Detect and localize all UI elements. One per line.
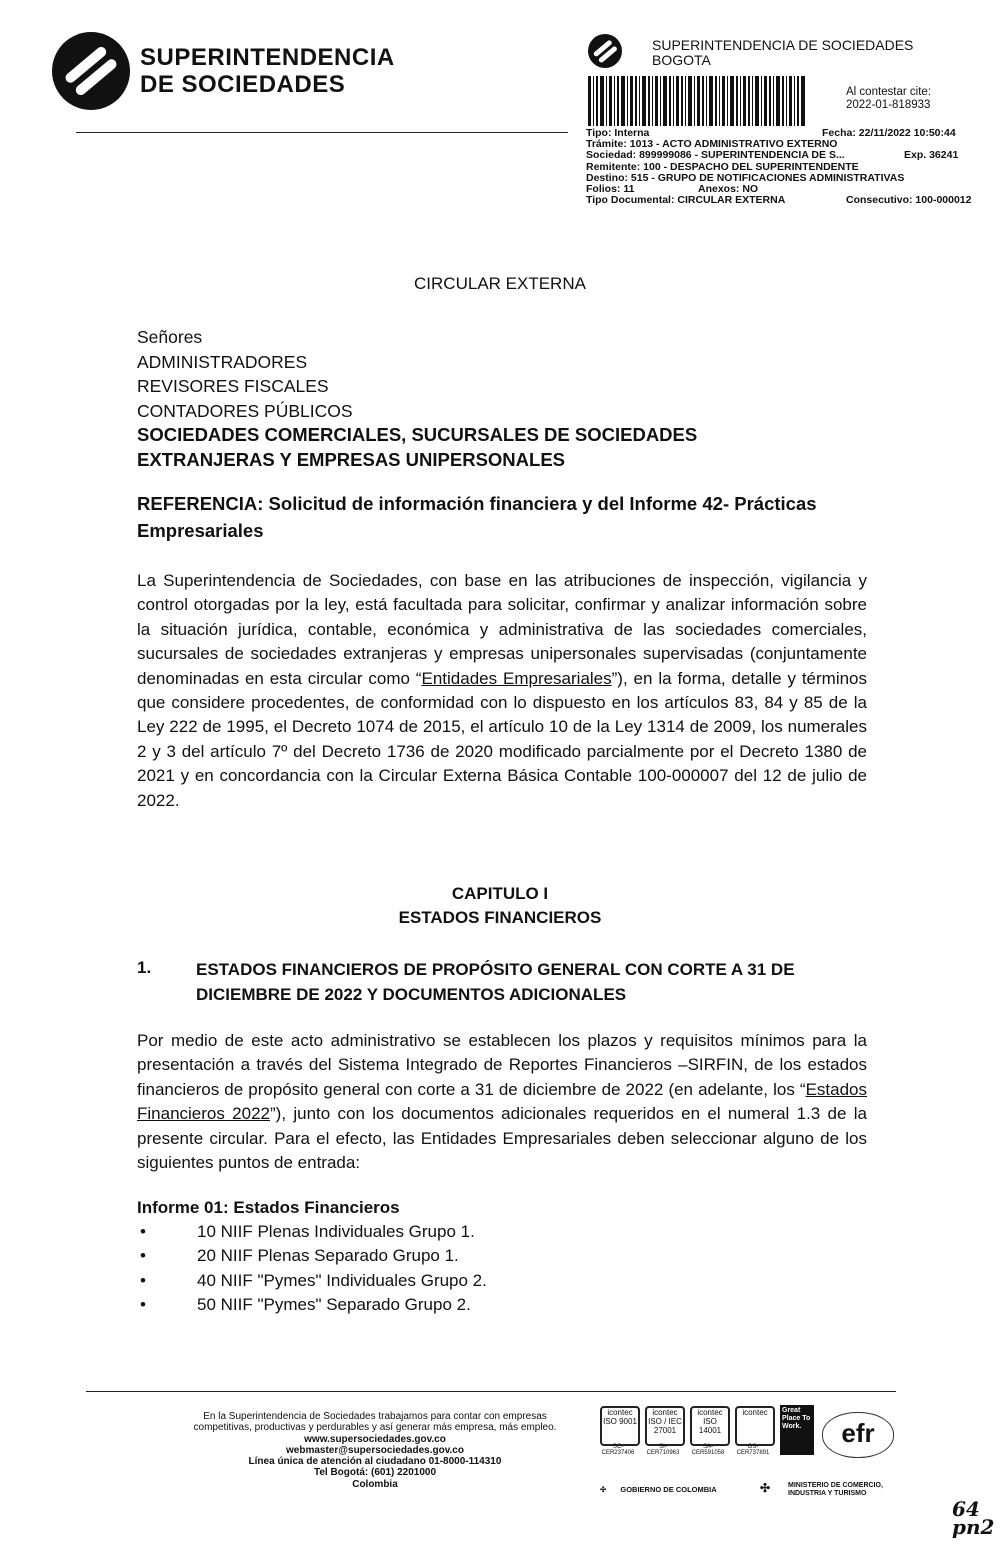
footer-atencion: Línea única de atención al ciudadano 01-8000-114310	[248, 1456, 502, 1468]
reference-line1: REFERENCIA: Solicitud de información financiera y del Informe 42- Prácticas	[137, 493, 817, 514]
cite-label: Al contestar cite:	[846, 86, 932, 98]
stamp-anexos: Anexos: NO	[698, 182, 759, 195]
cert-label: SI-CER710963	[646, 1444, 680, 1456]
stamp-logo	[588, 34, 622, 68]
efr-logo: efr	[822, 1412, 894, 1458]
bullet-icon: •	[140, 1222, 146, 1241]
icontec-certification-icon	[690, 1406, 730, 1446]
informe-title: Informe 01: Estados Financieros	[137, 1198, 400, 1217]
list-item-text: 50 NIIF "Pymes" Separado Grupo 2.	[197, 1295, 471, 1315]
icontec-certification-icon	[735, 1406, 775, 1446]
handwritten-annotation: 64 pn2	[952, 1497, 995, 1539]
greeting: Señores	[137, 327, 203, 347]
footer-line1: En la Superintendencia de Sociedades trabajamos para contar con empresas	[203, 1411, 547, 1422]
cert-brand: icontec	[652, 1408, 678, 1417]
informe-list	[137, 1220, 487, 1318]
list-item	[137, 1269, 487, 1293]
addressee-bold-line: SOCIEDADES COMERCIALES, SUCURSALES DE SOCIEDADES	[137, 424, 698, 445]
bullet-icon: •	[140, 1295, 146, 1315]
section-part1: Por medio de este acto administrativo se establecen los plazos y requisitos mínimos para la presentación a través del Sistema Integrado de Reportes Financieros –SIRFIN, de los estados financieros de propósito general con corte a 31 de diciembre de 2022 (en adelante, los “	[137, 1031, 867, 1099]
stamp-sociedad: Sociedad: 899999086 - SUPERINTENDENCIA DE S...	[586, 149, 845, 162]
cert-code: ISO / IEC 27001	[648, 1417, 682, 1435]
list-item-text: 20 NIIF Plenas Separado Grupo 1.	[197, 1246, 459, 1266]
stamp-org-name: SUPERINTENDENCIA DE SOCIEDADES	[652, 37, 914, 53]
footer-divider	[86, 1391, 896, 1392]
intro-defined-term: Entidades Empresariales	[421, 668, 612, 688]
section-paragraph	[137, 1029, 867, 1175]
cite-number: 2022-01-818933	[846, 99, 931, 111]
ministerio-shield-icon: ✣	[760, 1481, 771, 1495]
supersociedades-logo	[52, 32, 130, 110]
list-item	[137, 1244, 487, 1268]
gobierno-de-colombia	[600, 1485, 717, 1494]
footer-contact	[170, 1411, 580, 1490]
footer-country: Colombia	[352, 1478, 398, 1490]
stamp-consecutivo: Consecutivo: 100-000012	[846, 194, 972, 207]
cert-brand: icontec	[742, 1408, 768, 1417]
section-title: ESTADOS FINANCIEROS DE PROPÓSITO GENERAL CON CORTE A 31 DE DICIEMBRE DE 2022 Y DOCUMENTOS ADICIONALES	[196, 960, 795, 1004]
reference	[137, 490, 867, 544]
document-title: CIRCULAR EXTERNA	[414, 274, 586, 293]
cert-label: OS-CER737891	[736, 1444, 770, 1456]
cert-label: SC-CER237406	[601, 1444, 635, 1456]
list-item-text: 10 NIIF Plenas Individuales Grupo 1.	[197, 1222, 475, 1241]
cert-brand: icontec	[697, 1408, 723, 1417]
great-place-to-work-badge: Great Place To Work.	[780, 1405, 814, 1455]
icontec-certification-icon	[600, 1406, 640, 1446]
stamp-tramite: Trámite: 1013 - ACTO ADMINISTRATIVO EXTERNO	[586, 138, 838, 151]
intro-part1: La Superintendencia de Sociedades, con base en las atribuciones de inspección, vigilancia y control otorgadas por la ley, está facultada para solicitar, confirmar y analizar información sobre la situación jurídica, contable, económica y administrativa de las sociedades comerciales, sucursales de sociedades extranjeras y empresas unipersonales supervisadas (conjuntamente denominadas en esta circular como “	[137, 571, 867, 688]
addressee-line: ADMINISTRADORES	[137, 351, 308, 372]
addressee-bold-line: EXTRANJERAS Y EMPRESAS UNIPERSONALES	[137, 448, 565, 470]
bullet-icon: •	[140, 1270, 146, 1290]
section-part2: ”), junto con los documentos adicionales requeridos en el numeral 1.3 de la presente circular. Para el efecto, las Entidades Empresariales deben seleccionar alguno de los siguientes puntos de entrada:	[137, 1104, 867, 1173]
barcode	[588, 76, 806, 126]
stamp-org	[652, 38, 913, 68]
cert-brand: icontec	[607, 1408, 633, 1417]
stamp-metadata	[586, 128, 986, 206]
cert-label: SA-CER591058	[691, 1444, 725, 1456]
ministerio	[760, 1482, 883, 1498]
intro-part2: ”), en la forma, detalle y términos que considere procedentes, de conformidad con lo dispuesto en los artículos 83, 84 y 85 de la Ley 222 de 1995, el Decreto 1074 de 2015, el artículo 10 de la Ley 1314 de 2009, los numerales 2 y 3 del artículo 7º del Decreto 1736 de 2020 modificado parcialmente por el Decreto 1380 de 2021 y en concordancia con la Circular Externa Básica Contable 100-000007 del 12 de julio de 2022.	[137, 668, 868, 810]
cert-code: ISO 9001	[603, 1417, 637, 1426]
chapter-title: ESTADOS FINANCIEROS	[398, 908, 602, 927]
stamp-tipo-documental: Tipo Documental: CIRCULAR EXTERNA	[586, 194, 786, 207]
header-divider	[76, 132, 568, 133]
addressees	[137, 325, 697, 472]
stamp-folios: Folios: 11	[586, 182, 635, 195]
list-item	[137, 1293, 487, 1317]
icontec-certification-icon	[645, 1406, 685, 1446]
header-org-name	[140, 44, 395, 98]
addressee-line: CONTADORES PÚBLICOS	[137, 400, 353, 421]
header-org-line2: DE SOCIEDADES	[140, 71, 346, 98]
list-item	[137, 1220, 487, 1244]
bullet-icon: •	[140, 1246, 146, 1266]
stamp-remitente: Remitente: 100 - DESPACHO DEL SUPERINTENDENTE	[586, 160, 859, 173]
addressee-line: REVISORES FISCALES	[137, 376, 329, 396]
intro-paragraph	[137, 569, 867, 813]
section-defined-term: Estados Financieros 2022	[137, 1079, 867, 1124]
footer-tel: Tel Bogotá: (601) 2201000	[313, 1467, 437, 1479]
stamp-exp: Exp. 36241	[904, 149, 959, 162]
header-org-line1: SUPERINTENDENCIA	[140, 44, 395, 71]
gobierno-label: GOBIERNO DE COLOMBIA	[620, 1485, 717, 1494]
stamp-fecha: Fecha: 22/11/2022 10:50:44	[822, 127, 956, 139]
cite-block	[846, 86, 931, 112]
footer-line2: competitivas, productivas y perdurables y así generar más empresa, más empleo.	[193, 1422, 557, 1434]
colombia-shield-icon: ✣	[600, 1485, 607, 1494]
stamp-destino: Destino: 515 - GRUPO DE NOTIFICACIONES ADMINISTRATIVAS	[586, 171, 905, 184]
ministerio-line2: INDUSTRIA Y TURISMO	[788, 1490, 867, 1497]
stamp-city: BOGOTA	[652, 52, 711, 68]
list-item-text: 40 NIIF "Pymes" Individuales Grupo 2.	[197, 1270, 487, 1290]
footer-email: webmaster@supersociedades.gov.co	[286, 1444, 464, 1456]
section-number: 1.	[137, 958, 152, 977]
chapter-number: CAPITULO I	[451, 884, 549, 903]
stamp-tipo: Tipo: Interna	[586, 127, 650, 139]
ministerio-line1: MINISTERIO DE COMERCIO,	[788, 1482, 883, 1489]
cert-code: ISO 14001	[698, 1417, 722, 1435]
reference-line2: Empresariales	[137, 520, 264, 541]
footer-web: www.supersociedades.gov.co	[304, 1433, 446, 1445]
